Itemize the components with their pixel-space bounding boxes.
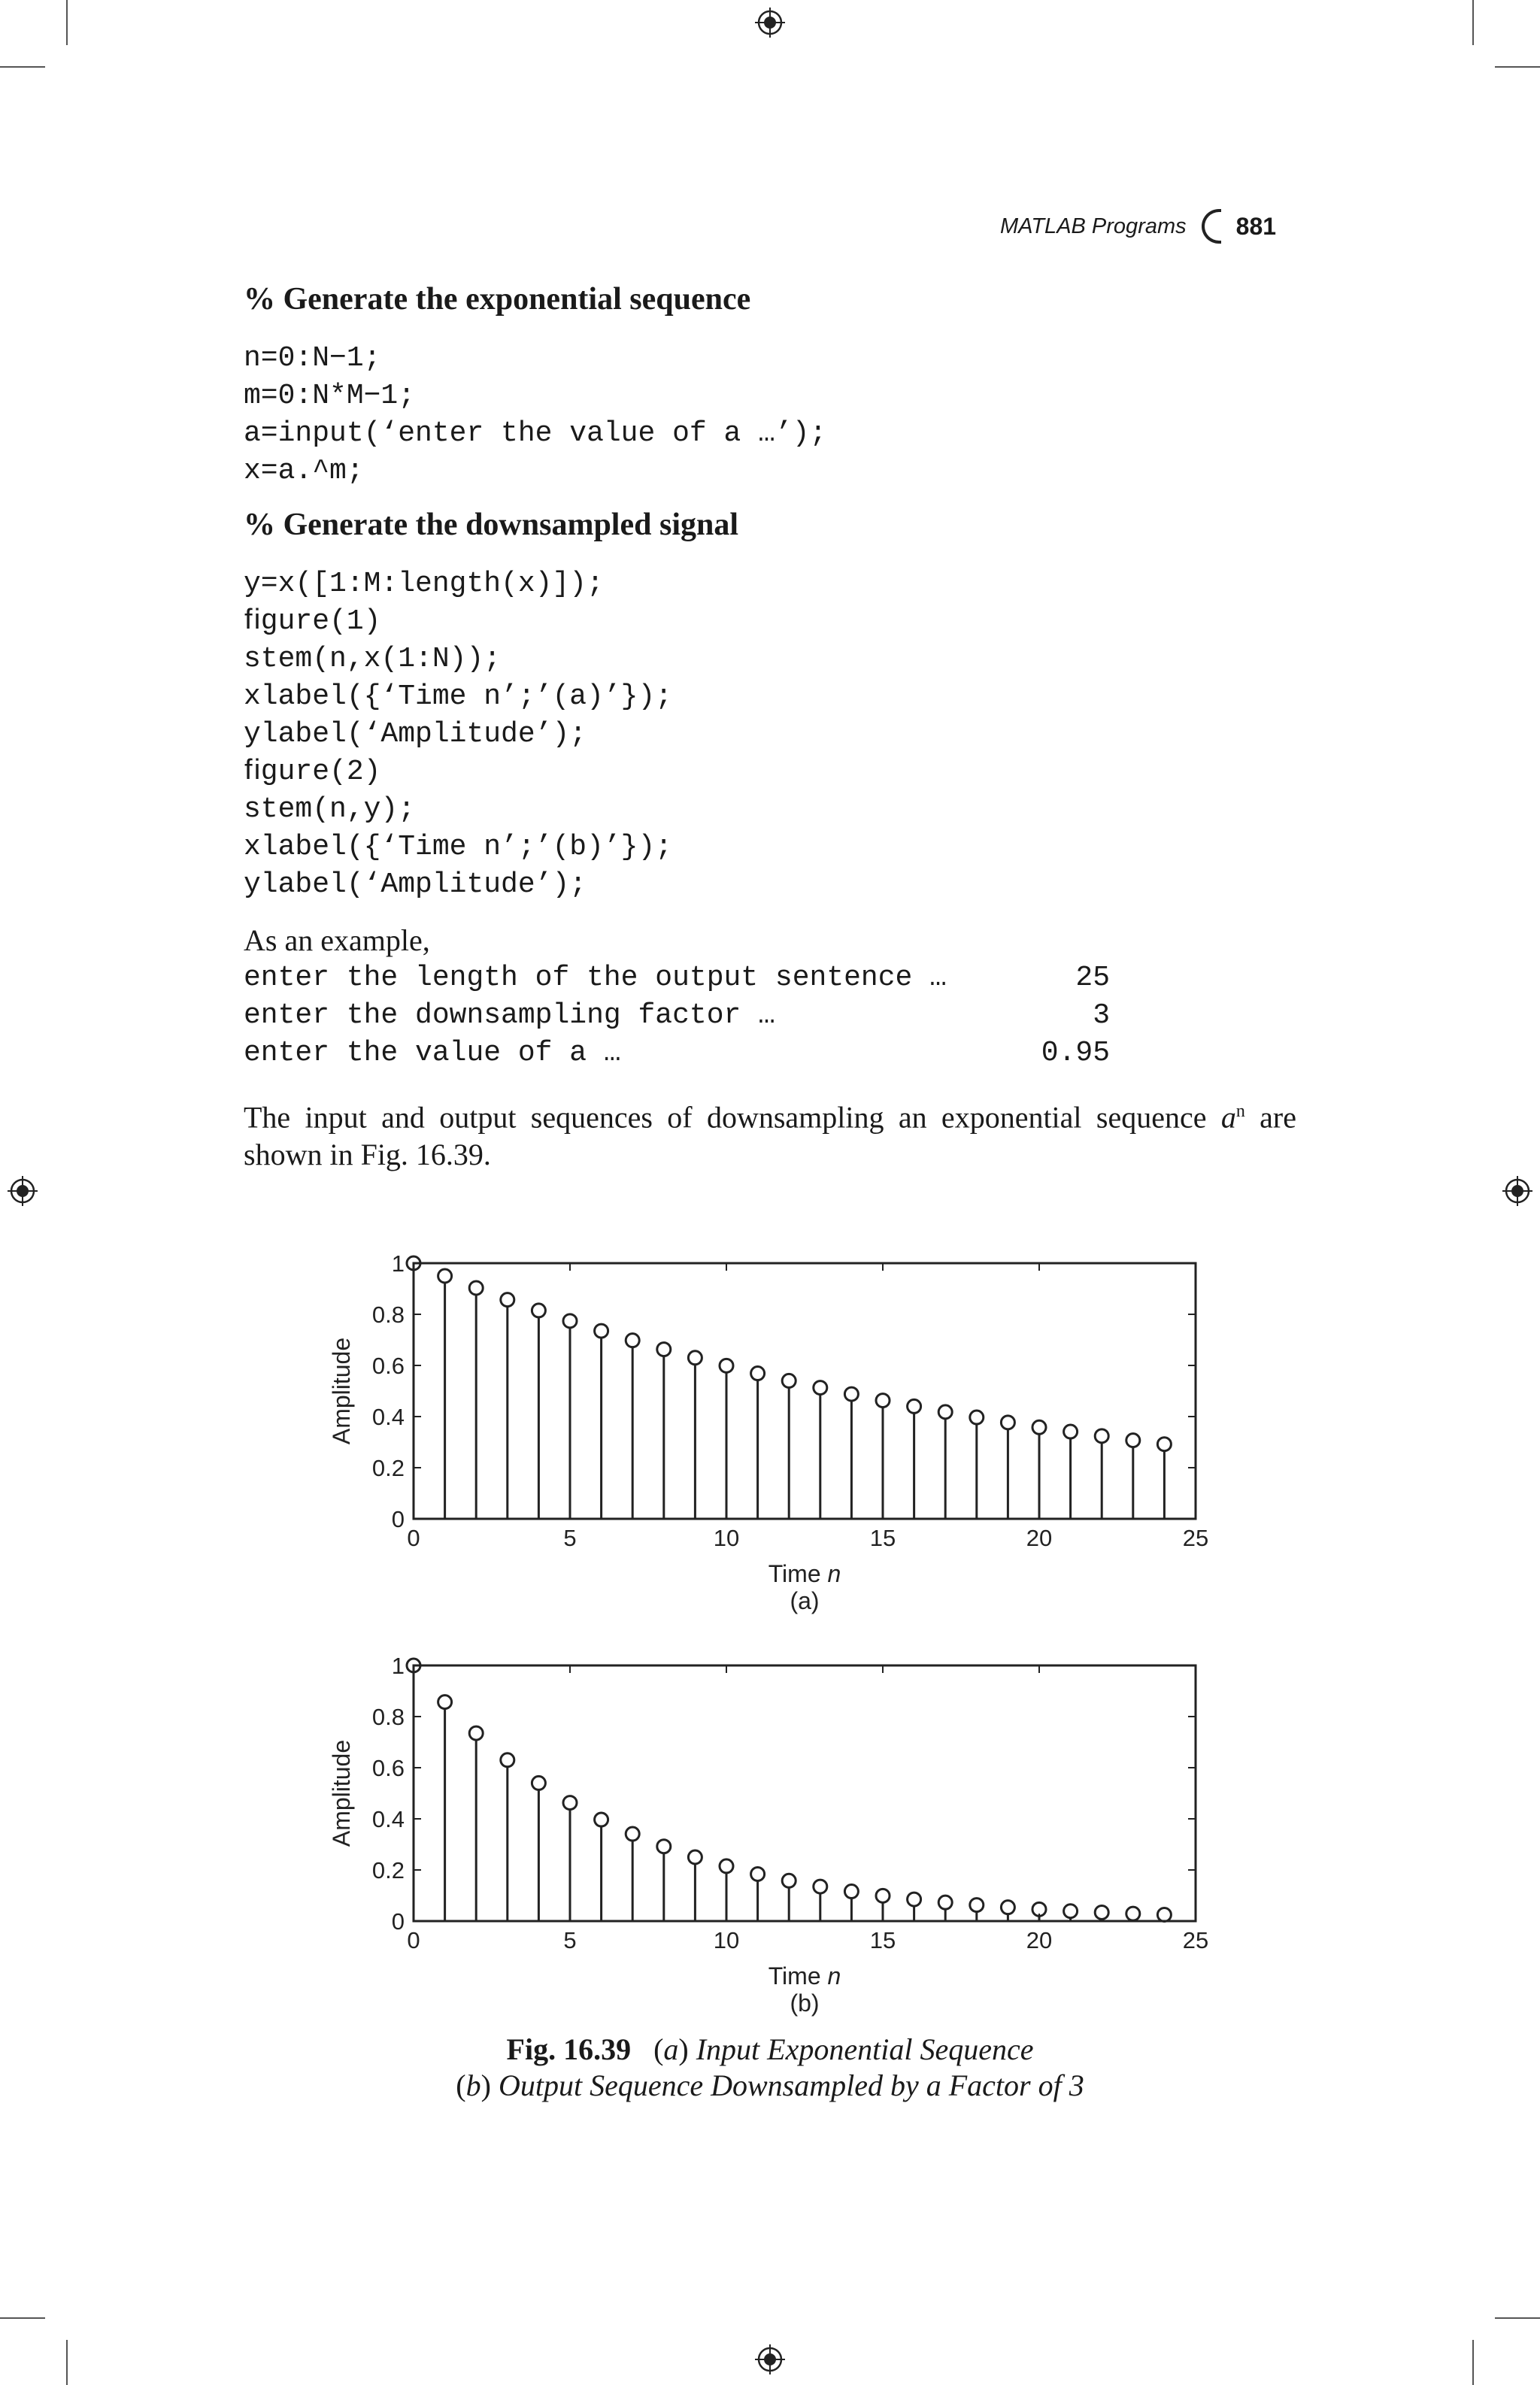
x-tick-label: 15 — [869, 1525, 896, 1551]
x-tick-label: 25 — [1182, 1927, 1209, 1953]
stem-chart-downsampled-sequence — [316, 1647, 1233, 2030]
stem-marker — [720, 1359, 733, 1372]
panel-label: (a) — [790, 1587, 820, 1614]
caption-line-1: Fig. 16.39 (a) Input Exponential Sequence — [506, 2032, 1034, 2066]
caption-text: Input Exponential Sequence — [696, 2032, 1034, 2066]
registration-mark-icon — [1502, 1176, 1532, 1206]
stem-marker — [814, 1880, 827, 1893]
example-intro: As an example, — [244, 923, 430, 957]
y-axis-label: Amplitude — [328, 1337, 355, 1445]
stem-marker — [595, 1813, 608, 1826]
running-head-title: MATLAB Programs — [1000, 214, 1187, 238]
code-line: ﬁgure(1) — [244, 605, 381, 638]
stem-marker — [1032, 1420, 1046, 1434]
stem-marker — [938, 1405, 952, 1419]
stem-marker — [970, 1411, 984, 1424]
x-tick-label: 10 — [713, 1525, 740, 1551]
stem-marker — [844, 1387, 858, 1401]
code-line: ylabel(‘Amplitude’); — [244, 868, 587, 901]
y-tick-label: 0.4 — [371, 1806, 405, 1832]
x-tick-label: 20 — [1026, 1525, 1053, 1551]
code-line: stem(n,y); — [244, 793, 416, 826]
panel-label: (b) — [790, 1990, 820, 2017]
example-value: 3 — [1093, 999, 1110, 1032]
y-tick-label: 1 — [391, 1250, 405, 1277]
page-number: 881 — [1235, 212, 1277, 240]
paragraph-text: are shown in Fig. 16.39. — [244, 1100, 1297, 1172]
stem-marker — [469, 1281, 483, 1295]
y-tick-label: 0.2 — [371, 1455, 405, 1481]
stem-marker — [563, 1796, 577, 1810]
x-tick-label: 20 — [1026, 1927, 1053, 1953]
code-line: n=0:N−1; — [244, 342, 381, 374]
crescent-icon — [1202, 209, 1221, 244]
stem-marker — [782, 1874, 796, 1887]
stem-marker — [1157, 1908, 1171, 1922]
y-axis-label: Amplitude — [328, 1739, 355, 1847]
stem-marker — [970, 1899, 984, 1912]
stem-marker — [1157, 1438, 1171, 1451]
stem-marker — [438, 1696, 452, 1709]
code-line: x=a.^m; — [244, 455, 364, 487]
stem-marker — [1095, 1429, 1108, 1443]
stem-marker — [532, 1776, 545, 1790]
registration-mark-icon — [8, 1176, 38, 1206]
code-line: xlabel({‘Time n’;’(a)’}); — [244, 680, 673, 713]
stem-marker — [720, 1859, 733, 1873]
stem-marker — [751, 1367, 765, 1380]
stem-marker — [908, 1399, 921, 1413]
crop-mark — [66, 0, 68, 45]
stem-chart-input-sequence — [316, 1244, 1233, 1628]
crop-mark — [1495, 66, 1540, 68]
caption-part-label: b — [465, 2068, 481, 2102]
code-line: y=x([1:M:length(x)]); — [244, 568, 604, 600]
example-value: 25 — [1075, 962, 1110, 994]
example-row — [244, 997, 1110, 1035]
plot-frame — [414, 1665, 1196, 1921]
crop-mark — [0, 2317, 45, 2319]
section-heading: % Generate the exponential sequence — [244, 282, 751, 317]
caption-text: Output Sequence Downsampled by a Factor of 3 — [498, 2068, 1084, 2102]
stem-marker — [657, 1840, 671, 1853]
y-tick-label: 0 — [391, 1908, 405, 1935]
x-axis-label — [768, 1962, 841, 1990]
stem-marker — [876, 1889, 890, 1902]
stem-marker — [1001, 1416, 1014, 1429]
stem-marker — [563, 1314, 577, 1328]
stem-marker — [1126, 1907, 1140, 1920]
figure-caption — [244, 2032, 1296, 2104]
x-axis-label-variable: n — [827, 1962, 841, 1990]
stem-marker — [938, 1896, 952, 1909]
stem-marker — [626, 1334, 639, 1347]
paragraph-superscript: n — [1235, 1102, 1245, 1121]
stem-marker — [438, 1269, 452, 1283]
example-prompt: enter the value of a … — [244, 1037, 621, 1069]
y-tick-label: 0.2 — [371, 1857, 405, 1883]
x-tick-label: 5 — [563, 1927, 577, 1953]
stem-marker — [626, 1827, 639, 1841]
y-tick-label: 1 — [391, 1653, 405, 1679]
example-prompt: enter the downsampling factor … — [244, 999, 775, 1032]
stem-marker — [844, 1885, 858, 1899]
stem-marker — [876, 1394, 890, 1408]
x-tick-label: 0 — [407, 1525, 420, 1551]
section-heading: % Generate the downsampled signal — [244, 508, 739, 542]
y-tick-label: 0.8 — [371, 1704, 405, 1730]
stem-marker — [1001, 1901, 1014, 1914]
x-axis-label-text: Time — [768, 1560, 828, 1587]
x-tick-label: 15 — [869, 1927, 896, 1953]
registration-mark-icon — [755, 2344, 785, 2374]
code-block — [244, 565, 672, 904]
registration-mark-icon — [755, 8, 785, 38]
x-tick-label: 5 — [563, 1525, 577, 1551]
x-tick-label: 0 — [407, 1927, 420, 1953]
y-tick-label: 0.6 — [371, 1755, 405, 1781]
stem-marker — [501, 1293, 514, 1307]
stem-marker — [532, 1304, 545, 1317]
running-head — [1000, 209, 1276, 244]
plot-frame — [414, 1263, 1196, 1519]
y-tick-label: 0.8 — [371, 1302, 405, 1328]
y-tick-label: 0.6 — [371, 1353, 405, 1379]
stem-marker — [1126, 1434, 1140, 1447]
code-line: m=0:N*M−1; — [244, 380, 416, 412]
caption-line-2: (b) Output Sequence Downsampled by a Factor of 3 — [456, 2068, 1084, 2102]
body-paragraph — [244, 1092, 1296, 1174]
stem-marker — [469, 1726, 483, 1740]
stem-marker — [595, 1324, 608, 1338]
example-row — [244, 959, 1110, 997]
x-tick-label: 25 — [1182, 1525, 1209, 1551]
stem-marker — [501, 1753, 514, 1767]
stem-marker — [751, 1867, 765, 1880]
stem-marker — [782, 1374, 796, 1387]
example-row — [244, 1035, 1110, 1072]
stem-marker — [908, 1893, 921, 1906]
example-prompt: enter the length of the output sentence … — [244, 962, 947, 994]
code-line: xlabel({‘Time n’;’(b)’}); — [244, 831, 673, 863]
stem-marker — [657, 1343, 671, 1356]
figure-label: Fig. 16.39 — [506, 2032, 632, 2066]
stem-marker — [1095, 1905, 1108, 1919]
code-line: ﬁgure(2) — [244, 756, 381, 788]
crop-mark — [1472, 0, 1474, 45]
example-value: 0.95 — [1041, 1037, 1110, 1069]
code-block — [244, 340, 826, 490]
code-line: a=input(‘enter the value of a …’); — [244, 417, 827, 450]
x-axis-label — [768, 1560, 841, 1587]
crop-mark — [66, 2340, 68, 2385]
stem-marker — [688, 1850, 702, 1864]
paragraph-variable: a — [1220, 1100, 1236, 1135]
crop-mark — [0, 66, 45, 68]
stem-marker — [688, 1351, 702, 1365]
code-line: stem(n,x(1:N)); — [244, 643, 502, 675]
caption-part-label: a — [663, 2032, 679, 2066]
stem-marker — [1064, 1905, 1078, 1918]
stem-marker — [814, 1381, 827, 1395]
paragraph-text: The input and output sequences of downsampling an exponential sequence — [244, 1100, 1221, 1135]
x-tick-label: 10 — [713, 1927, 740, 1953]
code-line: ylabel(‘Amplitude’); — [244, 718, 587, 750]
stem-marker — [1064, 1425, 1078, 1438]
crop-mark — [1472, 2340, 1474, 2385]
x-axis-label-variable: n — [827, 1560, 841, 1587]
y-tick-label: 0 — [391, 1506, 405, 1532]
x-axis-label-text: Time — [768, 1962, 828, 1990]
crop-mark — [1495, 2317, 1540, 2319]
y-tick-label: 0.4 — [371, 1404, 405, 1430]
